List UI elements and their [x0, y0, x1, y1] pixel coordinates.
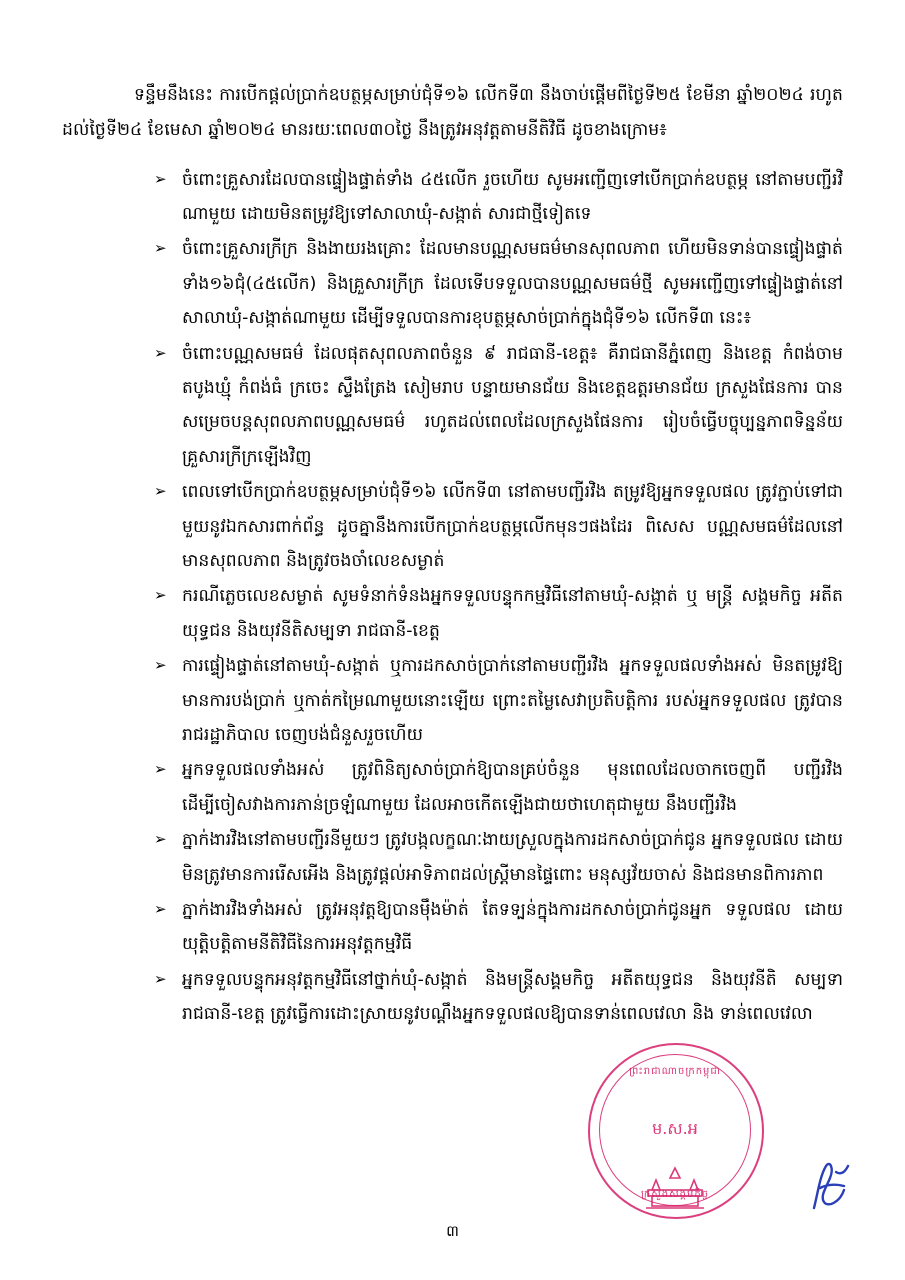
- list-item-text: ចំពោះគ្រួសារក្រីក្រ និងងាយរងគ្រោះ ដែលមានបណ្ណសមធម៌មានសុពលភាព ហើយមិនទាន់បានផ្ទៀងផ្ទាត់ទាំង១៦ជុំ(៤៥លើក) និងគ្រួសារក្រីក្រ ដែលទើបទទួលបានបណ្ណសមធម៌ថ្មី សូមអញ្ជើញទៅផ្ទៀងផ្ទាត់នៅសាលាឃុំ-សង្កាត់ណាមួយ ដើម្បីទទួលបានការខុបត្ថម្ភសាច់ប្រាក់ក្នុងជុំទី១៦ លើកទី៣ នេះ៖: [182, 239, 843, 329]
- list-item: [154, 337, 843, 475]
- stamp-inner-ring: [599, 1054, 751, 1206]
- page-number: ៣: [446, 1222, 459, 1240]
- list-item: [154, 475, 843, 578]
- arrow-bullet-icon: ➢: [154, 586, 167, 605]
- list-item-text: ចំពោះគ្រួសារដែលបានផ្ទៀងផ្ទាត់ទាំង ៤៥លើក រួចហើយ សូមអញ្ជើញទៅបើកប្រាក់ឧបត្ថម្ភ នៅតាមបញ្ជីរវិណាមួយ ដោយមិនតម្រូវឱ្យទៅសាលាឃុំ-សង្កាត់ សារជាថ្មីទៀតទេ: [182, 169, 843, 224]
- intro-paragraph: ទន្ទឹមនឹងនេះ ការបើកផ្តល់ប្រាក់ឧបត្ថម្ភសម្រាប់ជុំទី១៦ លើកទី៣ នឹងចាប់ផ្ដើមពីថ្ងៃទី២៥ ខែមីនា ឆ្នាំ២០២៤ រហូតដល់ថ្ងៃទី២៤ ខែមេសា ឆ្នាំ២០២៤ មានរយៈពេល៣០ថ្ងៃ នឹងត្រូវអនុវត្តតាមនីតិវិធី ដូចខាងក្រោម៖: [62, 85, 843, 141]
- signature-mark: [800, 1158, 860, 1218]
- arrow-bullet-icon: ➢: [154, 239, 167, 258]
- official-stamp-icon: [585, 1040, 765, 1220]
- list-item-text: ពេលទៅបើកប្រាក់ឧបត្ថម្ភសម្រាប់ជុំទី១៦ លើកទី៣ នៅតាមបញ្ជីរវិង តម្រូវឱ្យអ្នកទទួលផល ត្រូវភ្ជាប់ទៅជាមួយនូវឯកសារពាក់ព័ន្ធ ដូចគ្នានឹងការបើកប្រាក់ឧបត្ថម្ភលើកមុនៗផងដែរ ពិសេស បណ្ណសមធម៌ដែលនៅមានសុពលភាព និងត្រូវចងចាំលេខសម្ងាត់: [182, 482, 843, 571]
- arrow-bullet-icon: ➢: [154, 656, 167, 675]
- arrow-bullet-icon: ➢: [154, 760, 167, 779]
- stamp-center-mark: ម.ស.អ: [652, 1119, 698, 1138]
- list-item: [154, 753, 843, 822]
- list-item-text: អ្នកទទួលផលទាំងអស់ ត្រូវពិនិត្យសាច់ប្រាក់ឱ្យបានគ្រប់ចំនួន មុនពេលដែលចាកចេញពី បញ្ជីរវិង ដើម្បីចៀសវាងការភាន់ច្រឡំណាមួយ ដែលអាចកើតឡើងជាយថាហេតុជាមួយ នឹងបញ្ជីរវិង: [182, 760, 843, 815]
- temple-icon: [642, 1166, 708, 1212]
- list-item-text: ភ្នាក់ងារវិងនៅតាមបញ្ជីរនីមួយៗ ត្រូវបង្កលក្ខណៈងាយស្រួលក្នុងការដកសាច់ប្រាក់ជូន អ្នកទទួលផល ដោយមិនត្រូវមានការរើសអើង និងត្រូវផ្ដល់អាទិភាពដល់ស្ត្រីមានផ្ទៃពោះ មនុស្សវ័យចាស់ និងជនមានពិការភាព: [182, 830, 843, 885]
- arrow-bullet-icon: ➢: [154, 343, 167, 362]
- arrow-bullet-icon: ➢: [154, 900, 167, 919]
- list-item: [154, 232, 843, 335]
- list-item-text: ភ្នាក់ងារវិងទាំងអស់ ត្រូវអនុវត្តឱ្យបានម៉ឹងម៉ាត់ តែទទ្បន់ក្នុងការដកសាច់ប្រាក់ជូនអ្នក ទទួលផល ដោយយុត្តិបត្តិតាមនីតិវិធីនៃការអនុវត្តកម្មវិធី: [182, 900, 843, 955]
- list-item: [154, 579, 843, 648]
- bullet-list: [62, 163, 843, 1032]
- list-item: [154, 963, 843, 1032]
- stamp-top-text: ព្រះរាជាណាចក្រកម្ពុជា: [629, 1066, 721, 1077]
- list-item: [154, 823, 843, 892]
- list-item: [154, 163, 843, 232]
- arrow-bullet-icon: ➢: [154, 169, 167, 188]
- list-item-text: ករណីភ្លេចលេខសម្ងាត់ សូមទំនាក់ទំនងអ្នកទទួលបន្ទុកកម្មវិធីនៅតាមឃុំ-សង្កាត់ ឬ មន្ត្រី សង្គមកិច្ច អតីតយុទ្ធជន និងយុវនីតិសម្បទា រាជធានី-ខេត្ត: [182, 586, 843, 641]
- arrow-bullet-icon: ➢: [154, 482, 167, 501]
- stamp-outer-ring: [588, 1043, 764, 1219]
- list-item-text: អ្នកទទួលបន្ទុកអនុវត្តកម្មវិធីនៅថ្នាក់ឃុំ-សង្កាត់ និងមន្ត្រីសង្គមកិច្ច អតីតយុទ្ធជន និងយុវនីតិ សម្បទា រាជធានី-ខេត្ត ត្រូវធ្វើការដោះស្រាយនូវបណ្ដឹងអ្នកទទួលផលឱ្យបានទាន់ពេលវេលា និង ទាន់ពេលវេលា: [182, 969, 843, 1025]
- list-item-text: ចំពោះបណ្ណសមធម៌ ដែលផុតសុពលភាពចំនួន ៩ រាជធានី-ខេត្ត៖ គឺរាជធានីភ្នំពេញ និងខេត្ត កំពង់ចាម តបូងឃ្មុំ កំពង់ធំ ក្រចេះ ស្ទឹងត្រែង សៀមរាប បន្ទាយមានជ័យ និងខេត្តឧត្តរមានជ័យ ក្រសួងផែនការ បានសម្រេចបន្តសុពលភាពបណ្ណសមធម៌ រហូតដល់ពេលដែលក្រសួងផែនការ រៀបចំធ្វើបច្ចុប្បន្នភាពទិន្នន័យគ្រួសារក្រីក្រឡើងវិញ: [182, 343, 843, 467]
- arrow-bullet-icon: ➢: [154, 969, 167, 988]
- stamp-bottom-text: ក្រសួងសង្គមកិច្ច: [640, 1189, 710, 1200]
- list-item: [154, 649, 843, 752]
- list-item-text: ការផ្ទៀងផ្ទាត់នៅតាមឃុំ-សង្កាត់ ឬការដកសាច់ប្រាក់នៅតាមបញ្ជីរវិង អ្នកទទួលផលទាំងអស់ មិនតម្រូវឱ្យមានការបង់ប្រាក់ ឬកាត់កម្រៃណាមួយនោះឡើយ ព្រោះតម្លៃសេវាប្រតិបត្តិការ របស់អ្នកទទួលផល ត្រូវបានរាជរដ្ឋាភិបាល ចេញបង់ជំនួសរួចហើយ: [182, 656, 843, 746]
- list-item: [154, 893, 843, 962]
- arrow-bullet-icon: ➢: [154, 830, 167, 849]
